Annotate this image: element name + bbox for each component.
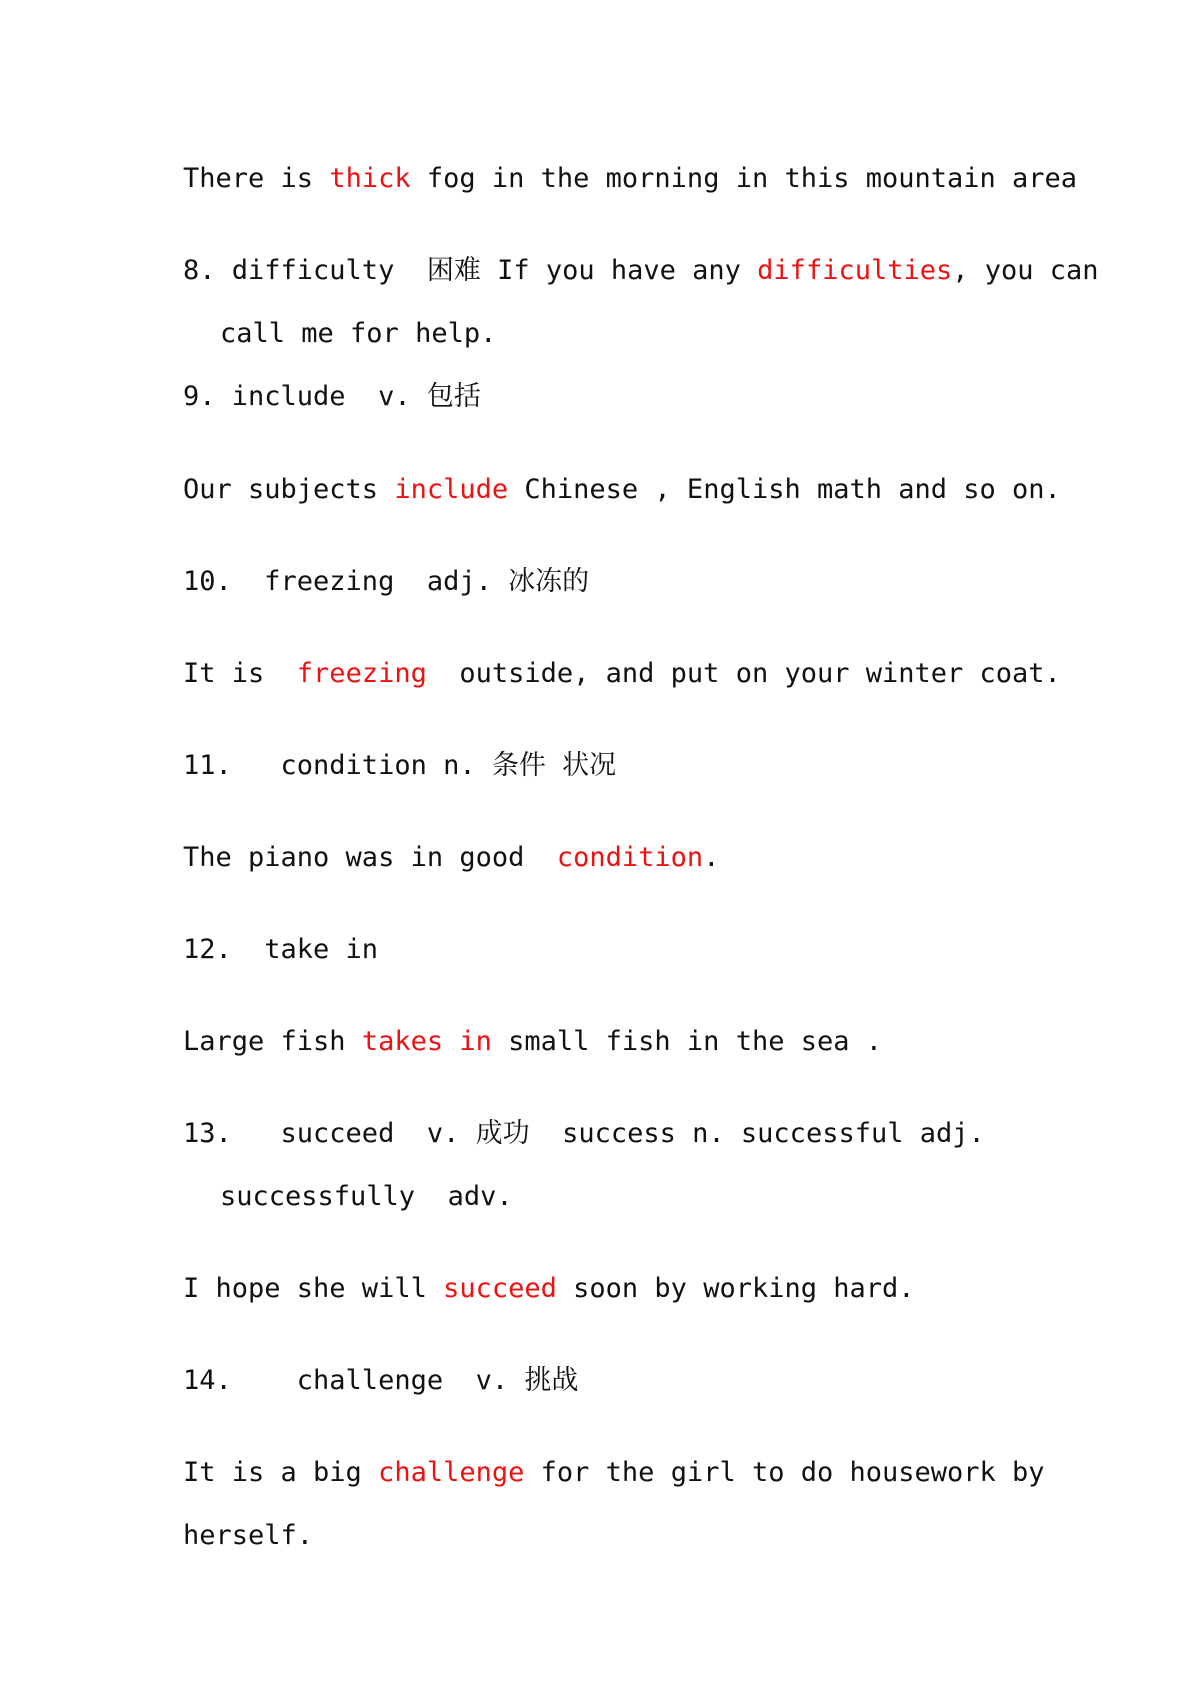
entry-text: 8. difficulty 困难 If you have any (183, 255, 758, 286)
highlighted-word: thick (329, 163, 411, 194)
sentence-text: Our subjects (183, 474, 395, 505)
highlighted-word: takes in (361, 1026, 492, 1057)
entry-text: 13. succeed v. 成功 success n. successful adj. (183, 1118, 985, 1149)
entry-text: 9. include v. 包括 (183, 381, 481, 412)
vocab-entry-13 (183, 1117, 985, 1151)
highlighted-word: challenge (378, 1457, 525, 1488)
vocab-entry-11 (183, 749, 616, 783)
highlighted-word: condition (556, 842, 704, 873)
example-sentence-succeed (183, 1272, 915, 1306)
highlighted-word: freezing (296, 658, 427, 689)
entry-text: call me for help. (220, 318, 497, 349)
vocab-entry-10 (183, 565, 589, 599)
vocab-entry-13-continuation (220, 1180, 513, 1214)
sentence-text: There is (183, 163, 330, 194)
example-sentence-thick (183, 162, 1077, 196)
vocab-entry-8 (183, 254, 1099, 288)
entry-text: 14. challenge v. 挑战 (183, 1365, 579, 1396)
example-sentence-condition (183, 841, 719, 875)
highlighted-word: succeed (443, 1273, 557, 1304)
sentence-text: fog in the morning in this mountain area (410, 163, 1078, 194)
highlighted-word: include (394, 474, 509, 505)
example-sentence-takes-in (183, 1025, 882, 1059)
sentence-text: herself. (183, 1520, 314, 1551)
entry-text: 11. condition n. 条件 状况 (183, 750, 617, 781)
sentence-text: It is a big (183, 1457, 379, 1488)
entry-text: successfully adv. (220, 1181, 513, 1212)
example-sentence-include (183, 473, 1061, 507)
sentence-text: Chinese , English math and so on. (508, 474, 1061, 505)
highlighted-word: difficulties (757, 255, 953, 286)
sentence-text: . (703, 842, 720, 873)
entry-text: , you can (952, 255, 1099, 286)
sentence-text: The piano was in good (183, 842, 557, 873)
entry-text: 12. take in (183, 934, 379, 965)
entry-text: 10. freezing adj. 冰冻的 (183, 566, 590, 597)
example-sentence-challenge (183, 1456, 1045, 1490)
example-sentence-freezing (183, 657, 1061, 691)
sentence-text: It is (183, 658, 297, 689)
sentence-text: small fish in the sea . (491, 1026, 882, 1057)
vocab-entry-9 (183, 380, 481, 414)
vocab-entry-14 (183, 1364, 578, 1398)
example-sentence-challenge-continuation (183, 1519, 313, 1553)
sentence-text: Large fish (183, 1026, 362, 1057)
sentence-text: I hope she will (183, 1273, 444, 1304)
vocab-entry-12 (183, 933, 378, 967)
sentence-text: outside, and put on your winter coat. (426, 658, 1061, 689)
sentence-text: for the girl to do housework by (524, 1457, 1045, 1488)
vocab-entry-8-continuation (220, 317, 496, 351)
sentence-text: soon by working hard. (556, 1273, 915, 1304)
